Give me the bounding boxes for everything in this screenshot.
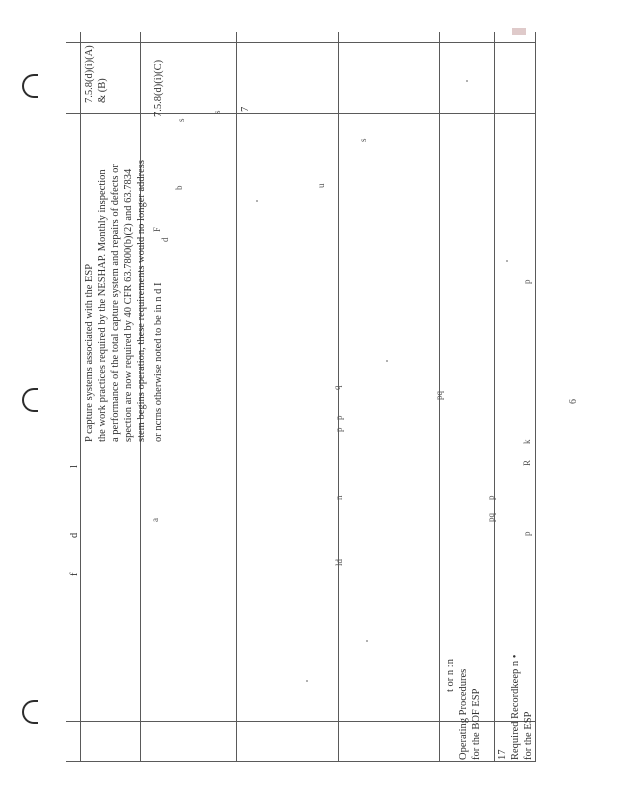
table-rule: [80, 32, 81, 762]
row-label: Required Recordkeep n •: [510, 654, 521, 760]
scan-fragment: b: [174, 185, 184, 190]
row-label: for the BOF ESP: [471, 688, 482, 760]
table-rule: [494, 32, 495, 762]
table-rule: [66, 761, 536, 762]
scan-fragment: F: [152, 226, 162, 232]
scan-speck: [386, 360, 388, 362]
scan-fragment: u: [316, 183, 326, 188]
paragraph-line: stem begins operation, these requirements would no longer address: [136, 160, 147, 442]
citation: & (B): [97, 78, 108, 103]
scan-fragment: p: [522, 279, 532, 284]
citation: 7: [240, 106, 251, 112]
scan-fragment: s: [176, 118, 186, 122]
paragraph-line: a performance of the total capture system and repairs of defects or: [110, 164, 121, 442]
scan-fragment: p: [334, 415, 344, 420]
scan-fragment: pq: [434, 391, 444, 400]
scan-fragment: p: [486, 495, 496, 500]
scan-fragment: q: [332, 385, 342, 390]
page-number: 6: [568, 399, 579, 404]
paragraph-line: P capture systems associated with the ESP: [84, 263, 95, 442]
scan-fragment: R: [522, 459, 532, 466]
header-mark: d: [69, 532, 80, 538]
punch-hole: [22, 388, 38, 412]
scan-fragment: k: [522, 439, 532, 444]
header-mark: l: [69, 465, 80, 468]
scan-speck: [506, 260, 508, 262]
row-label: for the ESP: [523, 711, 534, 760]
citation: 7.5.8(d)(i)(C): [153, 59, 164, 117]
scan-fragment: d: [160, 237, 170, 242]
rotated-table-page: [66, 32, 536, 762]
row-label: Operating Procedures: [458, 668, 469, 760]
table-rule: [66, 113, 536, 114]
header-mark: f: [69, 572, 80, 576]
row-number: 17: [497, 749, 508, 760]
paragraph-line: the work practices required by the NESHAP. Monthly inspection: [97, 169, 108, 442]
scan-fragment: p: [522, 531, 532, 536]
scan-fragment: ld: [334, 558, 344, 566]
scan-speck: [306, 680, 308, 682]
punch-hole: [22, 700, 38, 724]
table-rule: [236, 32, 237, 762]
scan-speck: [466, 80, 468, 82]
punch-hole: [22, 74, 38, 98]
table-rule: [338, 32, 339, 762]
table-rule: [535, 32, 536, 762]
scan-fragment: p: [334, 427, 344, 432]
paragraph-line: or ncrns otherwise noted to be in n d I: [153, 282, 164, 442]
table-rule: [66, 42, 536, 43]
scan-fragment: pq: [486, 513, 496, 522]
paragraph-line: spection are now required by 40 CFR 63.7800(b)(2) and 63.7834: [123, 168, 134, 442]
row-label: t or n :n: [445, 659, 456, 692]
scan-speck: [256, 200, 258, 202]
citation: 7.5.8(d)(i)(A): [84, 45, 95, 103]
scan-fragment: s: [358, 138, 368, 142]
scan-speck: [366, 640, 368, 642]
scan-fragment: a: [150, 518, 160, 522]
scan-fragment: n: [334, 495, 344, 500]
scan-fragment: s: [212, 110, 222, 114]
